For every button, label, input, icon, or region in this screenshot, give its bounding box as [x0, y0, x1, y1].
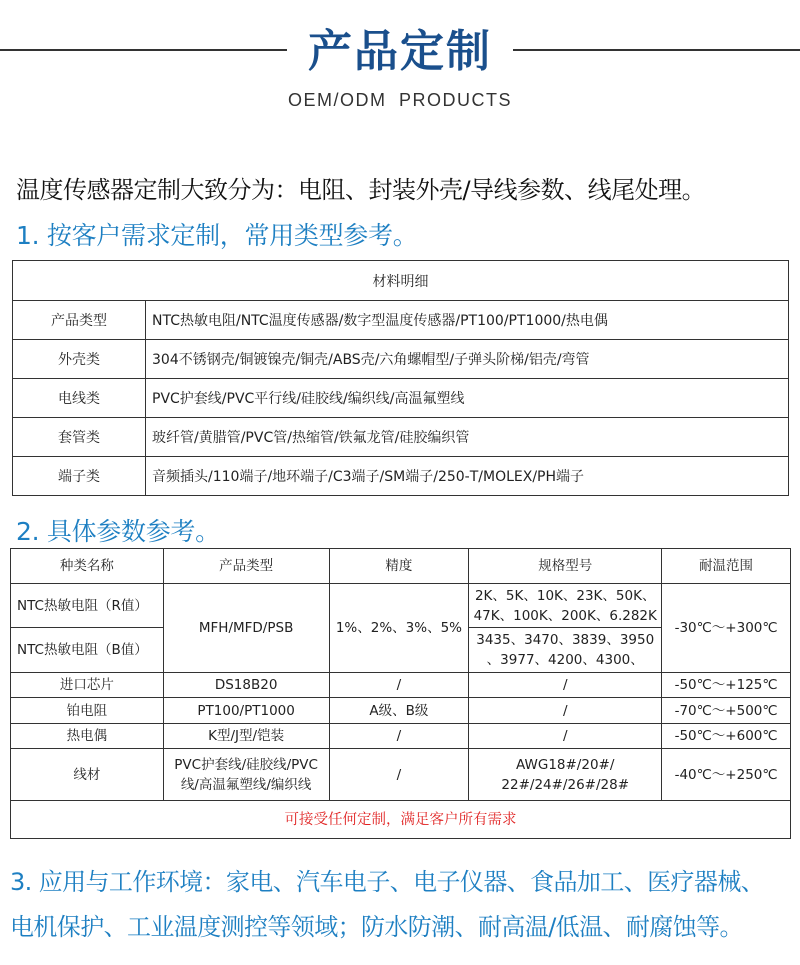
- wire-range: -40℃～+250℃: [662, 749, 791, 801]
- thermocouple-type: K型/J型/铠装: [163, 724, 329, 749]
- page-subtitle: OEM/ODM PRODUCTS: [287, 90, 512, 110]
- row-value: 音频插头/110端子/地环端子/C3端子/SM端子/250-T/MOLEX/PH端子: [146, 457, 789, 496]
- table-row: [13, 301, 789, 340]
- header-cell: 规格型号: [469, 549, 662, 584]
- spec-line: 22#/24#/26#/28#: [501, 776, 630, 793]
- ntc-type: MFH/MFD/PSB: [163, 584, 329, 673]
- row-value: 玻纤管/黄腊管/PVC管/热缩管/铁氟龙管/硅胶编织管: [146, 418, 789, 457]
- thermocouple-precision: /: [329, 724, 469, 749]
- thermocouple-range: -50℃～+600℃: [662, 724, 791, 749]
- table-note-row: [11, 801, 791, 839]
- thermocouple-spec: /: [469, 724, 662, 749]
- ntc-b-spec: [469, 628, 662, 673]
- custom-note: 可接受任何定制，满足客户所有需求: [11, 801, 791, 839]
- materials-table-title: 材料明细: [13, 261, 789, 301]
- spec-line: 、3977、4200、4300、: [486, 652, 644, 668]
- section3-line2: 电机保护、工业温度测控等领域；防水防潮、耐高温/低温、耐腐蚀等。: [10, 913, 743, 941]
- chip-range: -50℃～+125℃: [662, 673, 791, 698]
- header-cell: 种类名称: [11, 549, 164, 584]
- chip-precision: /: [329, 673, 469, 698]
- header-cell: 耐温范围: [662, 549, 791, 584]
- type-line: 线/高温氟塑线/编织线: [180, 776, 312, 793]
- table-row: [11, 724, 791, 749]
- ntc-precision: 1%、2%、3%、5%: [329, 584, 469, 673]
- materials-table: [12, 260, 789, 496]
- ntc-range: -30℃～+300℃: [662, 584, 791, 673]
- table-row: [13, 379, 789, 418]
- spec-line: AWG18#/20#/: [516, 756, 615, 773]
- table-row: [13, 340, 789, 379]
- table-row: [11, 673, 791, 698]
- intro-text: 温度传感器定制大致分为：电阻、封装外壳/导线参数、线尾处理。: [16, 176, 706, 204]
- parameters-table: [10, 548, 791, 839]
- wire-spec: [469, 749, 662, 801]
- spec-line: 47K、100K、200K、6.282K: [473, 607, 657, 624]
- platinum-name: 铂电阻: [11, 698, 164, 724]
- spec-line: 2K、5K、10K、23K、50K、: [474, 587, 656, 604]
- row-value: 304不锈钢壳/铜镀镍壳/铜壳/ABS壳/六角螺帽型/子弹头阶梯/铝壳/弯管: [146, 340, 789, 379]
- section1-heading: 1. 按客户需求定制，常用类型参考。: [16, 221, 418, 250]
- page-title: 产品定制: [308, 26, 492, 77]
- header-cell: 产品类型: [163, 549, 329, 584]
- section3-line1: 3. 应用与工作环境：家电、汽车电子、电子仪器、食品加工、医疗器械、: [10, 868, 765, 896]
- row-label: 产品类型: [13, 301, 146, 340]
- table-header-row: [11, 549, 791, 584]
- table-row: [11, 584, 791, 628]
- platinum-range: -70℃～+500℃: [662, 698, 791, 724]
- table-row: [13, 457, 789, 496]
- row-value: NTC热敏电阻/NTC温度传感器/数字型温度传感器/PT100/PT1000/热电偶: [146, 301, 789, 340]
- platinum-spec: /: [469, 698, 662, 724]
- row-label: 电线类: [13, 379, 146, 418]
- row-label: 套管类: [13, 418, 146, 457]
- wire-precision: /: [329, 749, 469, 801]
- section2-heading: 2. 具体参数参考。: [16, 517, 220, 546]
- table-row: [13, 418, 789, 457]
- table-row: [13, 261, 789, 301]
- row-label: 端子类: [13, 457, 146, 496]
- type-line: PVC护套线/硅胶线/PVC: [174, 756, 318, 773]
- row-label: 外壳类: [13, 340, 146, 379]
- header-cell: 精度: [329, 549, 469, 584]
- platinum-precision: A级、B级: [329, 698, 469, 724]
- wire-type: [163, 749, 329, 801]
- ntc-b-name: NTC热敏电阻（B值）: [11, 628, 164, 673]
- chip-name: 进口芯片: [11, 673, 164, 698]
- table-row: [11, 698, 791, 724]
- wire-name: 线材: [11, 749, 164, 801]
- ntc-r-name: NTC热敏电阻（R值）: [11, 584, 164, 628]
- thermocouple-name: 热电偶: [11, 724, 164, 749]
- platinum-type: PT100/PT1000: [163, 698, 329, 724]
- chip-spec: /: [469, 673, 662, 698]
- table-row: [11, 749, 791, 801]
- ntc-r-spec: [469, 584, 662, 628]
- chip-type: DS18B20: [163, 673, 329, 698]
- row-value: PVC护套线/PVC平行线/硅胶线/编织线/高温氟塑线: [146, 379, 789, 418]
- spec-line: 3435、3470、3839、3950: [476, 632, 655, 648]
